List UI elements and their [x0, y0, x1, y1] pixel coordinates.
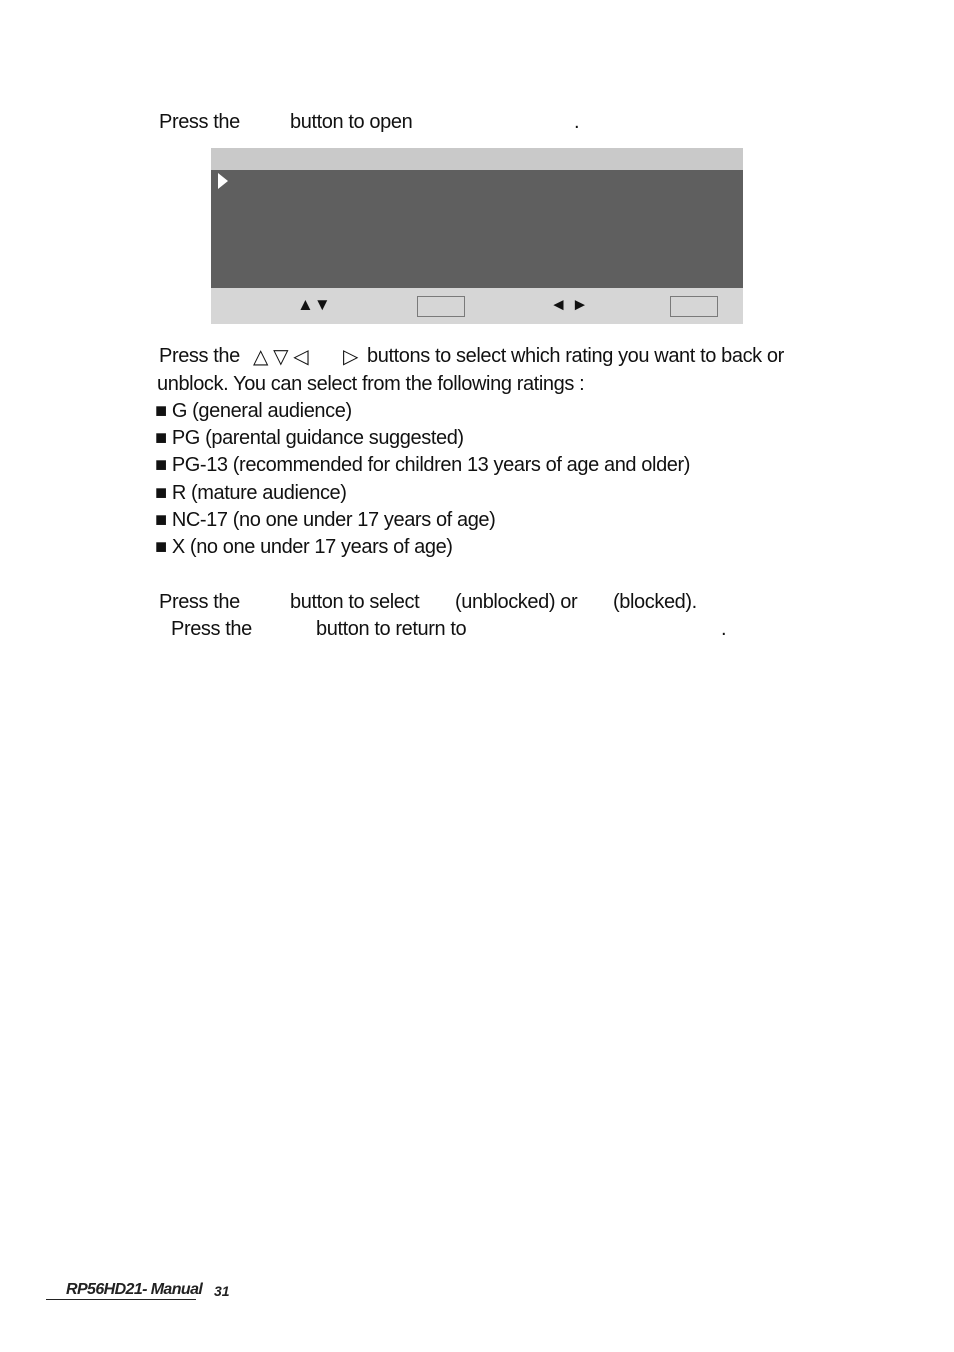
leftright-arrows-icon: ◄ ►	[550, 295, 589, 314]
step3-text-a: Press the	[159, 591, 240, 613]
key-box-icon	[670, 296, 718, 317]
list-item: ■ X (no one under 17 years of age)	[155, 536, 453, 558]
step1-text-a: Press the	[159, 111, 240, 133]
step3-text-d: (blocked).	[613, 591, 697, 613]
step2-text-line2: unblock. You can select from the following ratings :	[157, 373, 585, 395]
step2-text-b: buttons to select which rating you want to back or	[367, 345, 784, 367]
step1-text-b: button to open	[290, 111, 413, 133]
list-item: ■ PG (parental guidance suggested)	[155, 427, 464, 449]
list-item: ■ R (mature audience)	[155, 482, 347, 504]
step3-text-c: (unblocked) or	[455, 591, 578, 613]
osd-title-bar	[211, 148, 743, 170]
right-arrow-icon: ▷	[343, 346, 358, 368]
osd-menu-body	[211, 170, 743, 288]
step1-period: .	[574, 111, 580, 133]
step4-text-a: Press the	[171, 618, 252, 640]
step4-text-b: button to return to	[316, 618, 467, 640]
direction-arrows-icon: △ ▽ ◁	[253, 346, 309, 368]
step4-period: .	[721, 618, 727, 640]
page-number: 31	[214, 1283, 230, 1299]
list-item: ■ NC-17 (no one under 17 years of age)	[155, 509, 496, 531]
osd-hint-bar	[211, 288, 743, 324]
footer-rule	[46, 1299, 196, 1300]
updown-arrows-icon: ▲▼	[297, 295, 331, 314]
list-item: ■ PG-13 (recommended for children 13 years of age and older)	[155, 454, 691, 476]
footer-manual-title: RP56HD21- Manual	[66, 1281, 203, 1298]
osd-menu-illustration	[211, 148, 743, 324]
selection-cursor-icon	[218, 173, 228, 189]
list-item: ■ G (general audience)	[155, 400, 352, 422]
step3-text-b: button to select	[290, 591, 420, 613]
step2-text-a: Press the	[159, 345, 240, 367]
key-box-icon	[417, 296, 465, 317]
